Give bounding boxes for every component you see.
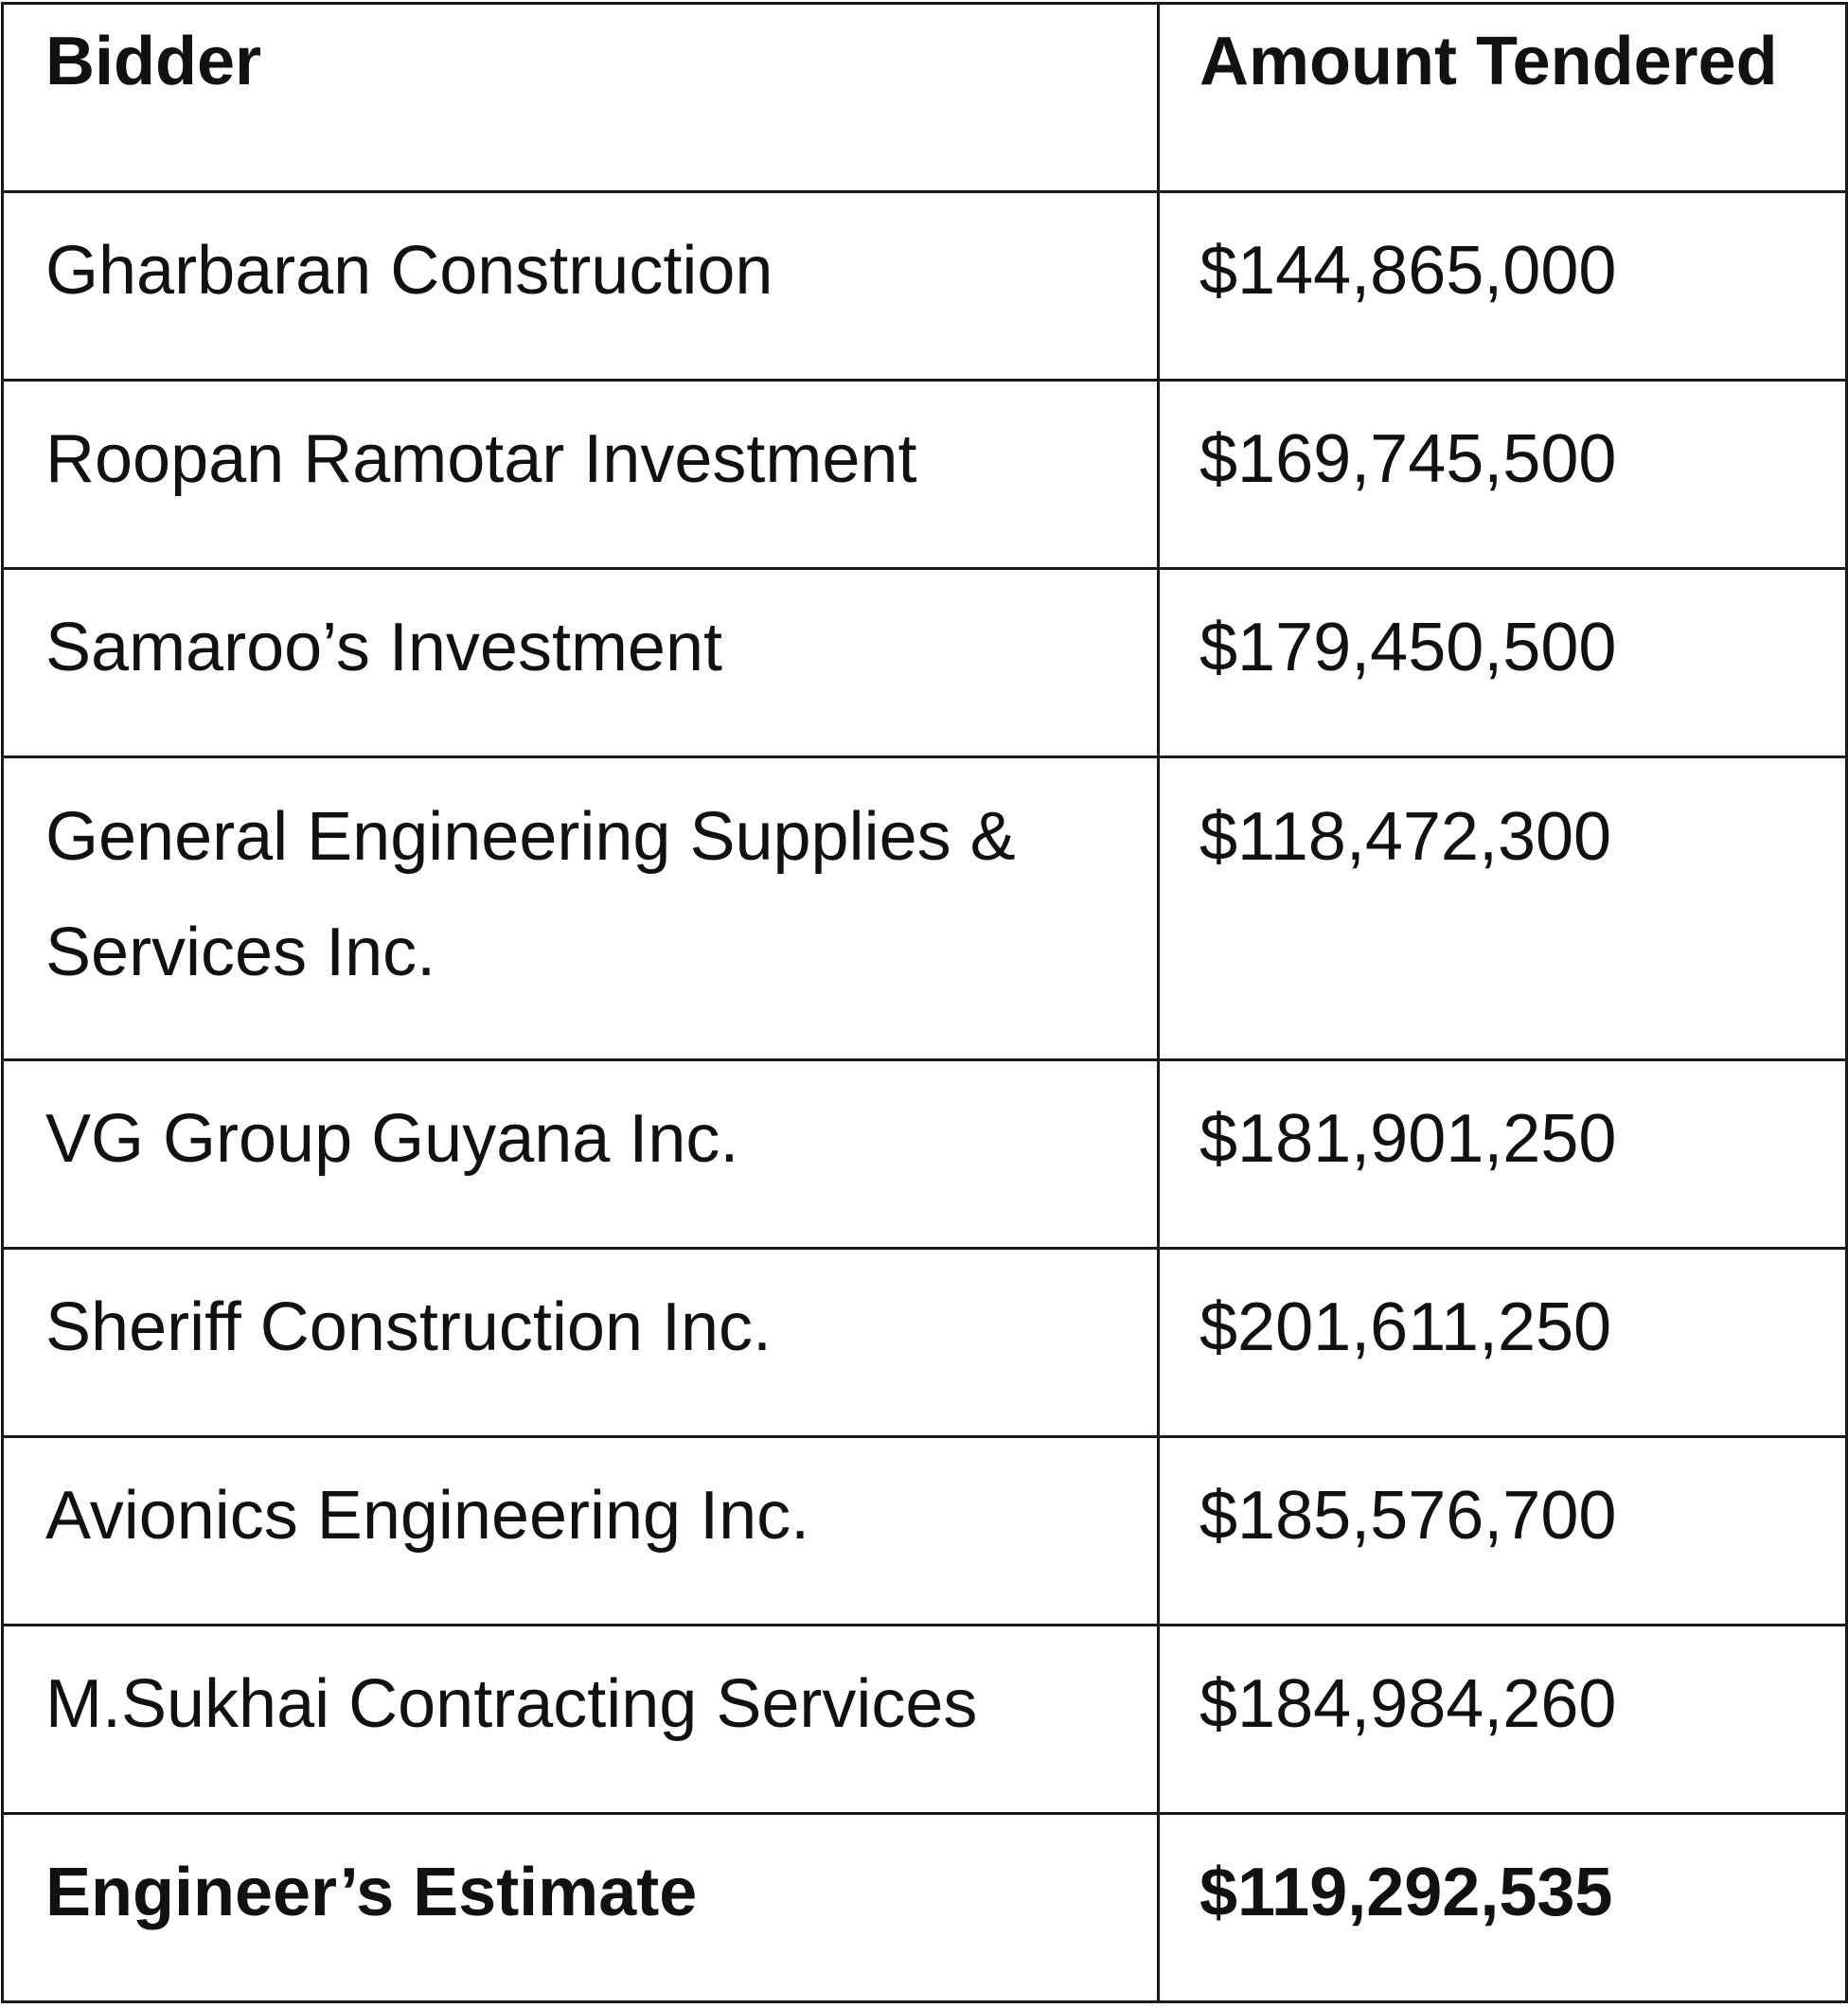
estimate-amount: $119,292,535 (1159, 1814, 1847, 2002)
table-row (3, 569, 1847, 757)
amount-cell: $179,450,500 (1159, 569, 1847, 757)
engineers-estimate-row (3, 1814, 1847, 2002)
amount-cell: $118,472,300 (1159, 757, 1847, 1060)
header-amount-tendered: Amount Tendered (1159, 4, 1847, 192)
bidder-cell: VG Group Guyana Inc. (3, 1060, 1159, 1249)
bidder-cell: Roopan Ramotar Investment (3, 381, 1159, 569)
amount-cell: $184,984,260 (1159, 1626, 1847, 1814)
table-row (3, 1249, 1847, 1437)
amount-cell: $169,745,500 (1159, 381, 1847, 569)
table-row (3, 1060, 1847, 1249)
bidder-cell: General Engineering Supplies & Services Inc. (3, 757, 1159, 1060)
bids-table (1, 2, 1848, 2003)
table-row (3, 1626, 1847, 1814)
amount-cell: $144,865,000 (1159, 192, 1847, 381)
table-row (3, 757, 1847, 1060)
amount-cell: $201,611,250 (1159, 1249, 1847, 1437)
bidder-cell: M.Sukhai Contracting Services (3, 1626, 1159, 1814)
table-row (3, 1437, 1847, 1626)
table-row (3, 192, 1847, 381)
table-header-row (3, 4, 1847, 192)
bidder-cell: Gharbaran Construction (3, 192, 1159, 381)
amount-cell: $185,576,700 (1159, 1437, 1847, 1626)
table-row (3, 381, 1847, 569)
bidder-cell: Sheriff Construction Inc. (3, 1249, 1159, 1437)
bidder-cell: Samaroo’s Investment (3, 569, 1159, 757)
estimate-label: Engineer’s Estimate (3, 1814, 1159, 2002)
amount-cell: $181,901,250 (1159, 1060, 1847, 1249)
header-bidder: Bidder (3, 4, 1159, 192)
bidder-cell: Avionics Engineering Inc. (3, 1437, 1159, 1626)
